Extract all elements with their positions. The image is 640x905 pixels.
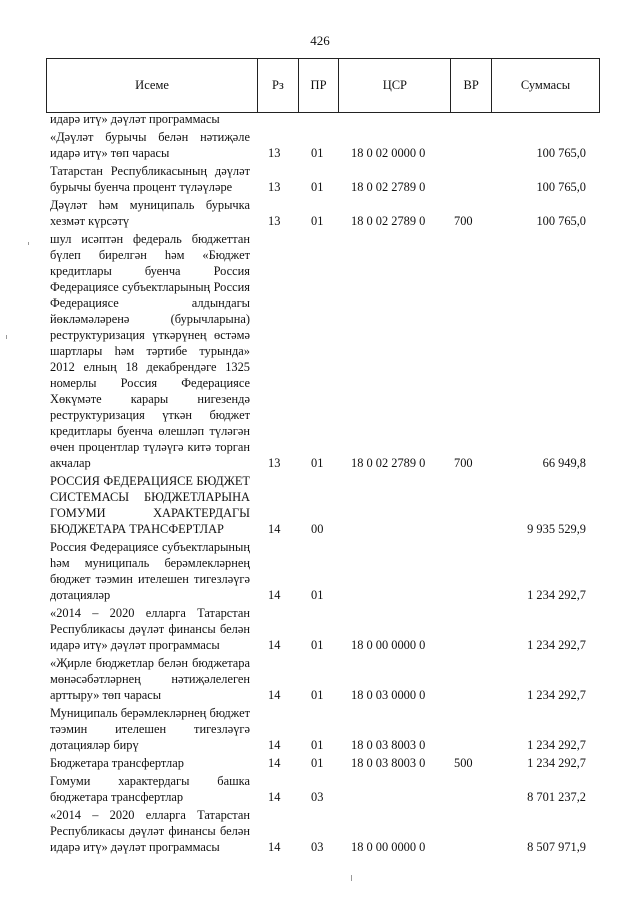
row-name: Россия Федерациясе субъектларының һәм муниципаль берәмлекләрнең бюджет тәэмин ителешен тигезләүгә дотацияләр [50,540,250,602]
row-pr: 01 [311,456,324,470]
table-body [46,111,598,855]
row-pr: 03 [311,840,324,854]
header-sum: Суммасы [520,78,571,92]
row-name: РОССИЯ ФЕДЕРАЦИЯСЕ БЮДЖЕТ СИСТЕМАСЫ БЮДЖЕТЛАРЫНА ГОМУМИ ХАРАКТЕРДАГЫ БЮДЖЕТАРА ТРАНСФЕРТЛАР [50,474,250,536]
table-row [46,537,598,603]
table-row [46,471,598,537]
row-name: «Җирле бюджетлар белән бюджетара мөнәсәбәтләрнең нәтиҗәлелеген арттыру» төп чарасы [50,656,250,702]
scan-mark [351,875,352,881]
table-row [46,653,598,703]
row-csr: 18 0 02 2789 0 [351,456,426,470]
row-vr: 500 [454,756,473,770]
row-csr: 18 0 00 0000 0 [351,840,426,854]
table-row [46,111,598,127]
row-pr: 01 [311,638,324,652]
page-number: 426 [310,33,330,48]
row-csr: 18 0 02 0000 0 [351,146,426,160]
table-row [46,753,598,771]
row-rz: 14 [268,638,281,652]
row-csr: 18 0 00 0000 0 [351,638,426,652]
row-sum: 1 234 292,7 [527,756,586,770]
row-csr: 18 0 03 0000 0 [351,688,426,702]
row-rz: 14 [268,756,281,770]
row-rz: 13 [268,180,281,194]
header-name: Исеме [47,59,258,112]
row-pr: 03 [311,790,324,804]
row-name: «2014 – 2020 елларга Татарстан Республикасы дәүләт финансы белән идарә итү» дәүләт программасы [50,606,250,652]
row-name: идарә итү» дәүләт программасы [50,112,220,126]
scan-mark [6,335,7,339]
table-row [46,703,598,753]
row-sum: 1 234 292,7 [527,688,586,702]
row-rz: 14 [268,688,281,702]
row-pr: 01 [311,214,324,228]
header-vr: ВР [451,59,492,112]
header-pr: ПР [299,59,340,112]
row-pr: 01 [311,688,324,702]
row-name: Бюджетара трансфертлар [50,756,184,770]
row-pr: 00 [311,522,324,536]
row-pr: 01 [311,146,324,160]
row-sum: 100 765,0 [536,180,586,194]
row-csr: 18 0 02 2789 0 [351,214,426,228]
row-rz: 14 [268,738,281,752]
row-rz: 14 [268,790,281,804]
table-row [46,771,598,805]
row-name: «2014 – 2020 елларга Татарстан Республикасы дәүләт финансы белән идарә итү» дәүләт программасы [50,808,250,854]
row-name: Муниципаль берәмлекләрнең бюджет тәэмин ителешен тигезләүгә дотацияләр бирү [50,706,250,752]
row-name: Дәүләт һәм муниципаль бурычка хезмәт күрсәтү [50,198,250,228]
table-row [46,805,598,855]
table-header [46,58,600,113]
table-row [46,161,598,195]
row-csr: 18 0 03 8003 0 [351,738,426,752]
scan-mark [28,242,29,245]
row-name: Татарстан Республикасының дәүләт бурычы буенча процент түләүләре [50,164,250,194]
row-sum: 1 234 292,7 [527,588,586,602]
row-rz: 14 [268,588,281,602]
row-sum: 9 935 529,9 [527,522,586,536]
table-row [46,127,598,161]
row-sum: 1 234 292,7 [527,738,586,752]
row-rz: 14 [268,840,281,854]
row-rz: 13 [268,214,281,228]
header-csr: ЦСР [339,59,451,112]
table-row [46,603,598,653]
row-csr: 18 0 03 8003 0 [351,756,426,770]
row-vr: 700 [454,456,473,470]
row-sum: 100 765,0 [536,146,586,160]
row-pr: 01 [311,738,324,752]
row-name: Гомуми характердагы башка бюджетара трансфертлар [50,774,250,804]
row-name: «Дәүләт бурычы белән нәтиҗәле идарә итү» төп чарасы [50,130,250,160]
row-vr: 700 [454,214,473,228]
row-rz: 14 [268,522,281,536]
row-name: шул исәптән федераль бюджеттан бүлеп бирелгән һәм «Бюджет кредитлары буенча Россия Федерациясе субъектларының Россия Федерациясе алдындагы йөкләмәләренә (бурычларына) реструктуризация үткәрүнең өстәмә шартлары һәм тәртибе турында» 2012 елның 18 декабрендәге 1325 номерлы Россия Федерациясе Хөкүмәте карары нигезендә реструктуризация үткән бюджет кредитлары буенча өлешләп түләгән өчен процентлар түләүгә китә торган акчалар [50,232,250,470]
table-row [46,195,598,229]
row-rz: 13 [268,456,281,470]
row-sum: 8 701 237,2 [527,790,586,804]
row-rz: 13 [268,146,281,160]
row-pr: 01 [311,756,324,770]
header-rz: Рз [258,59,299,112]
row-pr: 01 [311,180,324,194]
row-sum: 66 949,8 [542,456,586,470]
row-csr: 18 0 02 2789 0 [351,180,426,194]
row-sum: 1 234 292,7 [527,638,586,652]
row-sum: 8 507 971,9 [527,840,586,854]
table-row [46,229,598,471]
row-pr: 01 [311,588,324,602]
row-sum: 100 765,0 [536,214,586,228]
